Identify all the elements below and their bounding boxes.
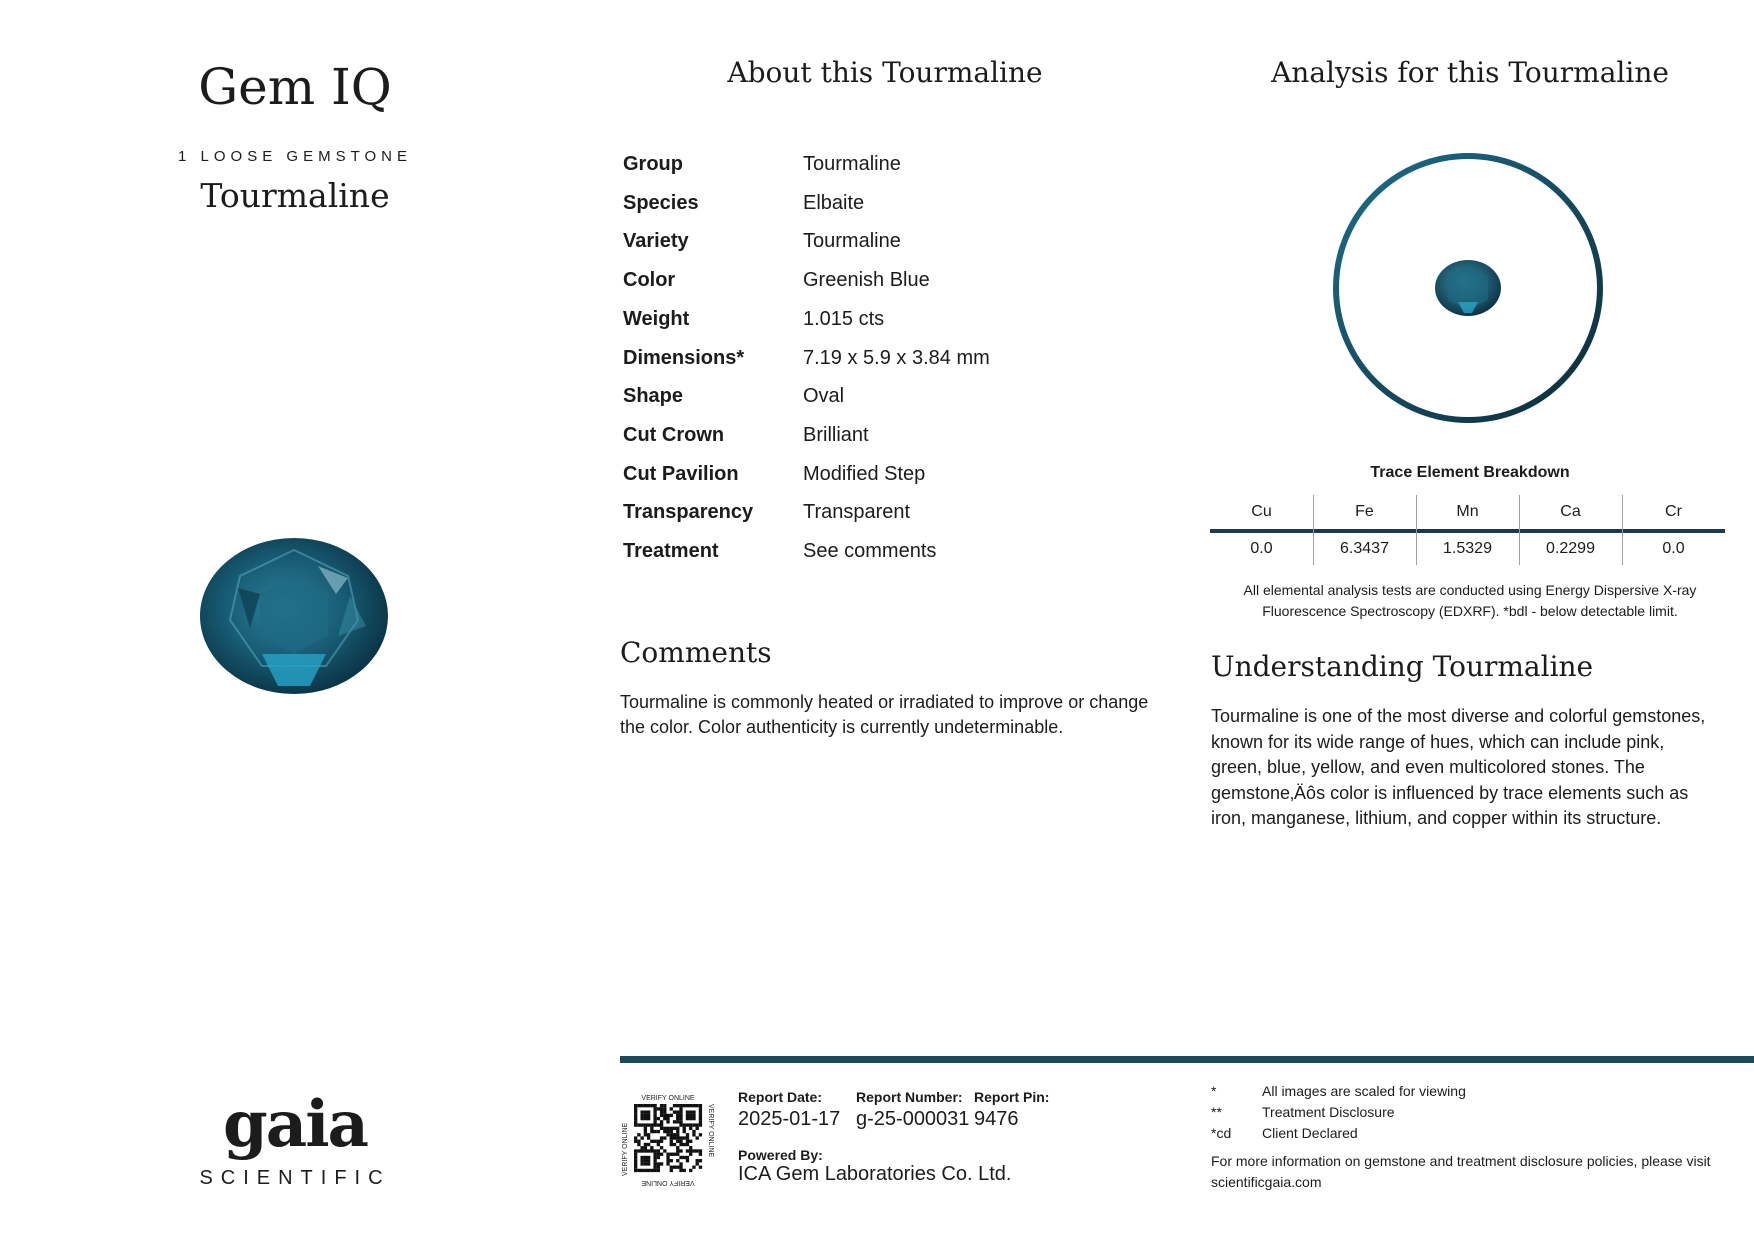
property-value: Tourmaline <box>803 230 901 253</box>
trace-analysis-note: All elemental analysis tests are conducted using Energy Dispersive X-ray Fluorescence Spectroscopy (EDXRF). *bdl - below detectable limit. <box>1243 582 1697 619</box>
legend-text: Client Declared <box>1262 1125 1358 1141</box>
column-divider <box>1622 495 1623 565</box>
stone-name: Tourmaline <box>200 176 390 215</box>
property-value: Oval <box>803 385 845 408</box>
report-date-label: Report Date: <box>738 1089 823 1105</box>
loose-gemstone-label: 1 LOOSE GEMSTONE <box>178 148 412 165</box>
property-label: Shape <box>623 385 684 408</box>
report-date: 2025-01-17 <box>738 1108 841 1130</box>
comments-title: Comments <box>620 636 772 669</box>
brand-title: Gem IQ <box>198 58 392 116</box>
property-label: Weight <box>623 307 690 330</box>
element-symbol-cr: Cr <box>1665 503 1682 520</box>
element-value-ca: 0.2299 <box>1546 540 1595 557</box>
element-value-cr: 0.0 <box>1662 540 1685 557</box>
element-value-mn: 1.5329 <box>1443 540 1492 557</box>
trace-table-divider <box>1210 529 1725 533</box>
column-divider <box>1519 495 1520 565</box>
property-label: Color <box>623 269 676 292</box>
powered-by: ICA Gem Laboratories Co. Ltd. <box>738 1163 1012 1185</box>
gem-thumbnail <box>1435 260 1501 316</box>
property-label: Transparency <box>623 501 754 524</box>
about-title: About this Tourmaline <box>727 56 1043 89</box>
trace-element-title: Trace Element Breakdown <box>1370 464 1570 481</box>
element-value-fe: 6.3437 <box>1340 540 1389 557</box>
report-number-label: Report Number: <box>856 1089 963 1105</box>
verify-online-label: VERIFY ONLINE <box>641 1095 695 1102</box>
property-value: Modified Step <box>803 462 926 485</box>
element-value-cu: 0.0 <box>1250 540 1273 557</box>
element-symbol-ca: Ca <box>1560 503 1581 520</box>
property-value: 7.19 x 5.9 x 3.84 mm <box>803 346 990 369</box>
column-divider <box>1416 495 1417 565</box>
more-info-text: For more information on gemstone and treatment disclosure policies, please visit scientificgaia.com <box>1211 1153 1711 1190</box>
property-label: Group <box>623 153 683 175</box>
understanding-text: Tourmaline is one of the most diverse and colorful gemstones, known for its wide range of hues, which can include pink, green, blue, yellow, and even multicolored stones. The gemstone‚Äôs color is influenced by trace elements such as iron, manganese, lithium, and copper within its structure. <box>1211 706 1706 828</box>
legend-text: Treatment Disclosure <box>1262 1104 1395 1120</box>
property-label: Variety <box>623 230 689 253</box>
trace-element-table <box>1210 495 1725 565</box>
property-label: Dimensions* <box>623 346 745 369</box>
gaia-logo: gaia <box>223 1087 367 1162</box>
analysis-title: Analysis for this Tourmaline <box>1271 56 1669 89</box>
verify-online-label: VERIFY ONLINE <box>707 1104 714 1158</box>
legend-text: All images are scaled for viewing <box>1262 1083 1466 1099</box>
element-symbol-mn: Mn <box>1456 503 1479 520</box>
property-value: Transparent <box>803 501 911 524</box>
property-label: Cut Pavilion <box>623 462 739 485</box>
legend-symbol: * <box>1211 1083 1217 1099</box>
powered-by-label: Powered By: <box>738 1147 823 1163</box>
comments-text: Tourmaline is commonly heated or irradiated to improve or change the color. Color authenticity is currently undeterminable. <box>620 692 1149 737</box>
property-value: Brilliant <box>803 423 869 446</box>
property-value: Tourmaline <box>803 153 901 175</box>
column-divider <box>1313 495 1314 565</box>
element-symbol-cu: Cu <box>1251 503 1272 520</box>
legend-symbol: ** <box>1211 1104 1222 1120</box>
verify-qr-code[interactable] <box>620 1092 716 1188</box>
property-value: Elbaite <box>803 191 865 214</box>
property-value: See comments <box>803 540 937 562</box>
report-number: g-25-000031 <box>856 1108 970 1130</box>
property-label: Species <box>623 191 699 214</box>
element-symbol-fe: Fe <box>1355 503 1374 520</box>
verify-online-label: VERIFY ONLINE <box>641 1179 695 1186</box>
legend-symbol: *cd <box>1211 1125 1232 1141</box>
report-pin: 9476 <box>974 1108 1019 1130</box>
gem-color-ring <box>1330 150 1606 426</box>
footer-bar <box>620 1056 1754 1063</box>
gemstone-image <box>198 536 390 696</box>
verify-online-label: VERIFY ONLINE <box>622 1122 629 1176</box>
property-label: Treatment <box>623 540 719 562</box>
property-value: Greenish Blue <box>803 269 930 292</box>
report-pin-label: Report Pin: <box>974 1089 1050 1105</box>
gaia-logo-subtitle: SCIENTIFIC <box>199 1167 391 1189</box>
understanding-title: Understanding Tourmaline <box>1211 650 1594 683</box>
property-label: Cut Crown <box>623 423 725 446</box>
property-value: 1.015 cts <box>803 307 885 330</box>
